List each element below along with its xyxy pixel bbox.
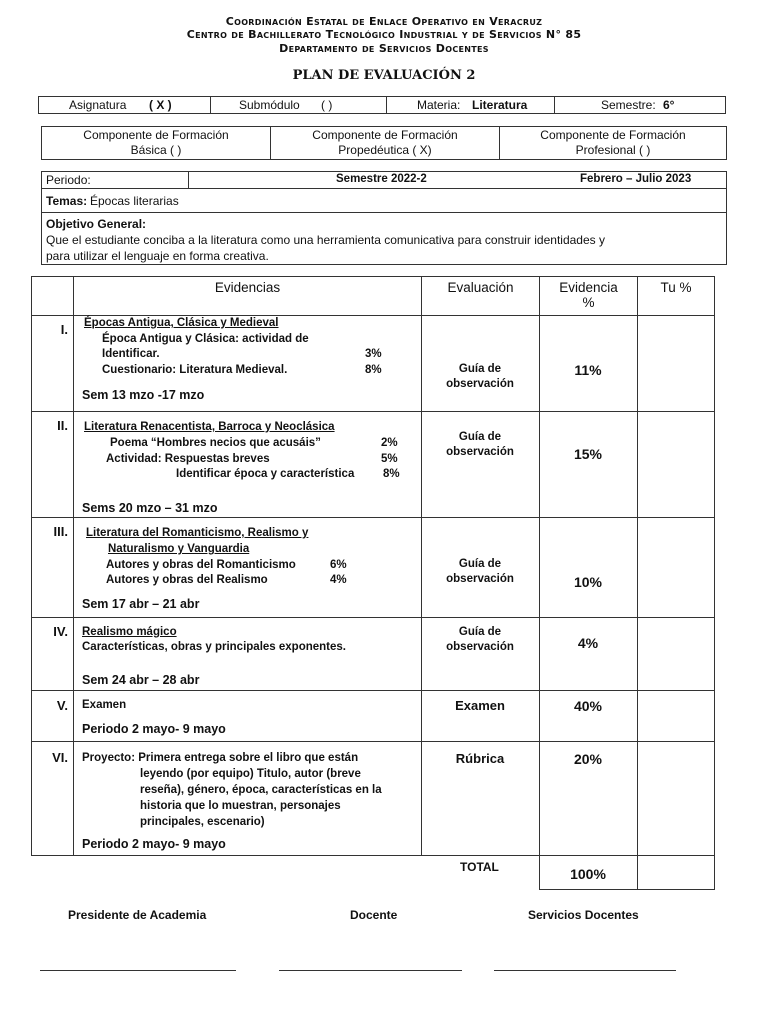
period-range: Febrero – Julio 2023	[580, 173, 692, 185]
asignatura-mark: ( X )	[149, 98, 172, 112]
row-6-line-2: leyendo (por equipo) Titulo, autor (breve	[140, 768, 361, 780]
row-3-item-1: Autores y obras del Romanticismo	[106, 559, 296, 571]
signature-line-docente	[279, 970, 462, 971]
row-2-item-1-pct: 2%	[381, 437, 398, 449]
period-box	[41, 171, 727, 265]
row-1-num: I.	[60, 322, 68, 337]
row-2-eval: Guía de observación	[446, 431, 514, 458]
signature-line-presidente	[40, 970, 236, 971]
row-4-num: IV.	[53, 624, 68, 639]
institution-line-3: Departamento de Servicios Docentes	[279, 42, 489, 55]
row-6-line-4: historia que lo muestran, personajes	[140, 800, 341, 812]
row-6-line-5: principales, escenario)	[140, 816, 265, 828]
component-profesional: Componente de Formación Profesional ( )	[540, 128, 686, 157]
row-3-num: III.	[53, 524, 68, 539]
row-5-eval: Examen	[455, 698, 505, 713]
row-3-sem: Sem 17 abr – 21 abr	[82, 597, 200, 611]
signature-docente-label: Docente	[350, 908, 398, 922]
row-2-item-2-pct: 5%	[381, 453, 398, 465]
row-2-item-3-pct: 8%	[383, 468, 400, 480]
total-label: TOTAL	[460, 860, 499, 874]
row-4-eval: Guía de observación	[446, 626, 514, 653]
objetivo-line-1: Que el estudiante conciba a la literatura como una herramienta comunicativa para construir identidades y	[46, 233, 605, 247]
page-title: PLAN DE EVALUACIÓN 2	[292, 68, 476, 83]
period-label: Periodo:	[46, 173, 91, 187]
row-2-item-3: Identificar época y característica	[176, 468, 355, 480]
materia-value: Literatura	[472, 98, 528, 112]
temas-label: Temas:	[46, 194, 88, 208]
components-row	[41, 126, 727, 160]
row-5-title: Examen	[82, 699, 127, 711]
row-6-line-1: Proyecto: Primera entrega sobre el libro que están	[82, 752, 359, 764]
row-2-num: II.	[57, 418, 68, 433]
row-2-title: Literatura Renacentista, Barroca y Neoclásica	[84, 421, 335, 433]
submodulo-label: Submódulo	[239, 98, 300, 112]
row-5-sem: Periodo 2 mayo- 9 mayo	[82, 722, 226, 736]
row-2-item-1: Poema “Hombres necios que acusáis”	[110, 437, 321, 449]
row-1-item-2: Identificar.	[102, 348, 160, 360]
semestre-label: Semestre:	[601, 98, 656, 112]
asignatura-label: Asignatura	[69, 98, 127, 112]
header-tu-pct: Tu %	[660, 280, 692, 295]
row-4-title: Realismo mágico	[82, 626, 177, 638]
row-6-sem: Periodo 2 mayo- 9 mayo	[82, 837, 226, 851]
row-3-percent: 10%	[573, 574, 603, 590]
submodulo-mark: ( )	[321, 98, 333, 112]
row-1-item-3: Cuestionario: Literatura Medieval.	[102, 364, 288, 376]
semestre-value: 6°	[663, 98, 675, 112]
row-1-sem: Sem 13 mzo -17 mzo	[82, 388, 205, 402]
row-1-item-3-pct: 8%	[365, 364, 382, 376]
row-1-item-2-pct: 3%	[365, 348, 382, 360]
signature-servicios-label: Servicios Docentes	[528, 908, 639, 922]
component-propedeutica: Componente de Formación Propedéutica ( X)	[312, 128, 458, 157]
materia-label: Materia:	[417, 98, 461, 112]
objetivo-line-2: para utilizar el lenguaje en forma creativa.	[46, 249, 269, 263]
institution-line-2: Centro de Bachillerato Tecnológico Industrial y de Servicios N° 85	[186, 28, 582, 41]
row-6-percent: 20%	[573, 751, 603, 767]
period-semester: Semestre 2022-2	[336, 173, 427, 185]
row-3-item-1-pct: 6%	[330, 559, 347, 571]
institution-line-1: Coordinación Estatal de Enlace Operativo en Veracruz	[225, 15, 543, 28]
row-1-percent: 11%	[574, 362, 602, 378]
objetivo-label: Objetivo General:	[46, 217, 147, 231]
header-evidencia-pct: Evidencia %	[559, 280, 618, 310]
total-value: 100%	[570, 866, 606, 882]
component-basica: Componente de Formación Básica ( )	[83, 128, 229, 157]
signature-line-servicios	[494, 970, 676, 971]
row-6-eval: Rúbrica	[455, 751, 505, 766]
row-6-line-3: reseña), género, época, características en la	[140, 784, 382, 796]
row-3-item-2-pct: 4%	[330, 574, 347, 586]
row-2-percent: 15%	[573, 446, 603, 462]
row-2-item-2: Actividad: Respuestas breves	[106, 453, 270, 465]
row-3-item-2: Autores y obras del Realismo	[106, 574, 268, 586]
row-3-title-2: Naturalismo y Vanguardia	[108, 543, 250, 555]
row-2-sem: Sems 20 mzo – 31 mzo	[82, 501, 218, 515]
row-5-percent: 40%	[573, 698, 603, 714]
info-row	[38, 96, 726, 114]
header-evaluacion: Evaluación	[447, 280, 514, 295]
row-3-title-1: Literatura del Romanticismo, Realismo y	[86, 527, 309, 539]
row-3-eval: Guía de observación	[446, 558, 514, 585]
row-4-sem: Sem 24 abr – 28 abr	[82, 673, 200, 687]
row-1-eval: Guía de observación	[446, 363, 514, 390]
row-1-title: Épocas Antigua, Clásica y Medieval	[84, 317, 279, 329]
row-4-percent: 4%	[577, 635, 599, 651]
temas-value: Épocas literarias	[90, 194, 179, 208]
header-evidencias: Evidencias	[214, 280, 281, 295]
row-4-item-1: Características, obras y principales exponentes.	[82, 641, 346, 653]
row-6-num: VI.	[52, 750, 68, 765]
signature-presidente-label: Presidente de Academia	[68, 908, 207, 922]
row-5-num: V.	[56, 698, 68, 713]
row-1-item-1: Época Antigua y Clásica: actividad de	[102, 333, 309, 345]
